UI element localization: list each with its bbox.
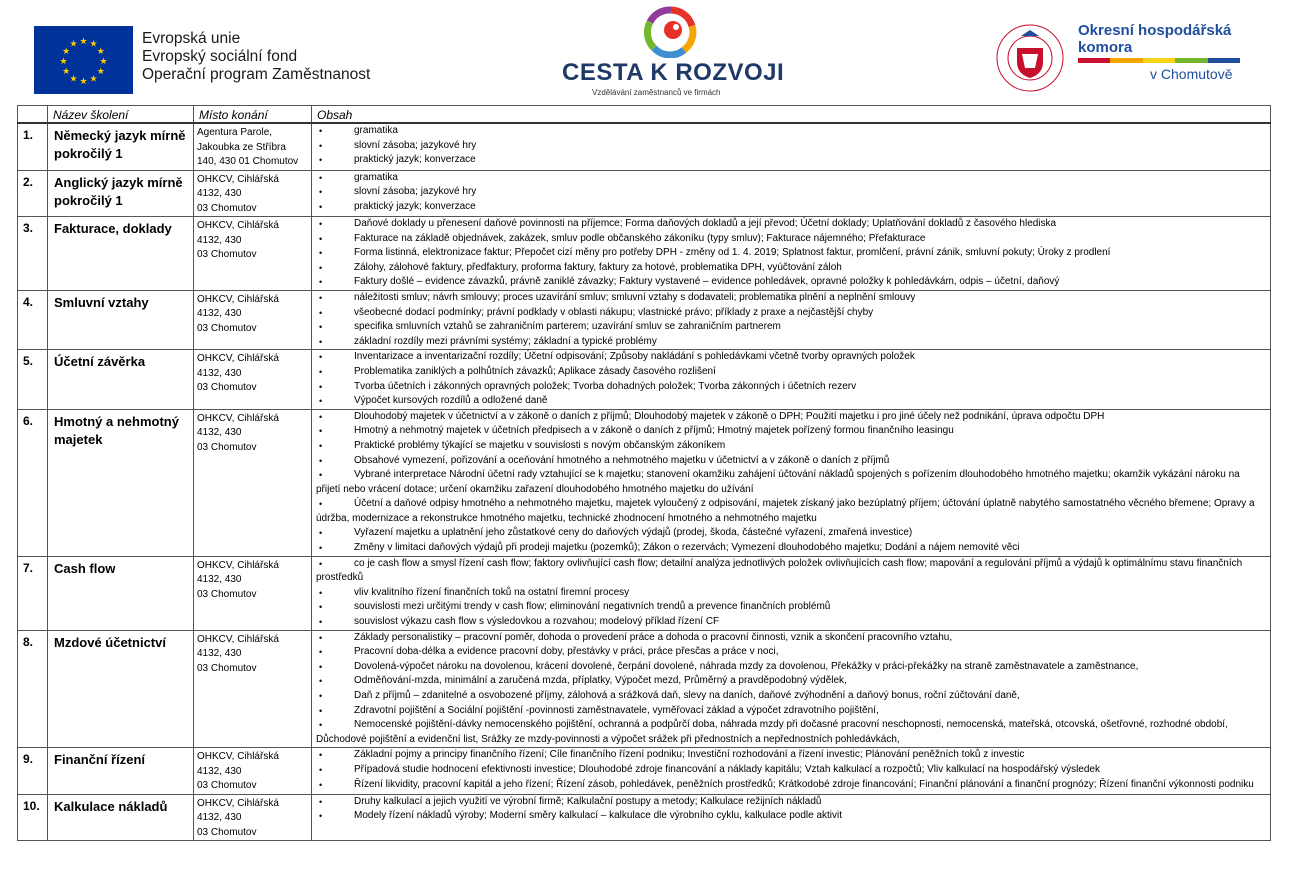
place-line: 03 Chomutov — [197, 202, 257, 214]
training-content — [312, 630, 1271, 748]
list-item — [316, 557, 1266, 586]
table-row — [18, 350, 1271, 409]
list-item — [316, 600, 1266, 615]
ohk-color-bar — [1078, 58, 1240, 63]
place-line: OHKCV, Cihlářská — [197, 751, 279, 763]
list-item — [316, 246, 1266, 261]
training-name: Účetní závěrka — [48, 350, 194, 409]
list-item-text: praktický jazyk; konverzace — [354, 200, 476, 212]
cesta-subtitle: Vzdělávání zaměstnanců ve firmách — [592, 88, 721, 97]
list-item-text: Hmotný a nehmotný majetek v účetních předpisech a v zákoně o daních z příjmů; Hmotný majetek pořízený formou finančního leasingu — [354, 425, 954, 437]
svg-text:★: ★ — [62, 47, 71, 57]
bullet-icon: • — [319, 647, 323, 658]
list-item — [316, 124, 1266, 139]
list-item — [316, 394, 1266, 409]
svg-text:★: ★ — [69, 74, 78, 85]
training-place — [194, 217, 312, 291]
content-list — [316, 631, 1266, 748]
svg-text:★: ★ — [96, 67, 105, 77]
place-line: 4132, 430 — [197, 765, 242, 777]
training-name: Smluvní vztahy — [48, 290, 194, 349]
svg-text:★: ★ — [89, 74, 98, 85]
table-row — [18, 556, 1271, 630]
bullet-icon: • — [319, 632, 323, 643]
bullet-icon: • — [319, 499, 323, 510]
list-item-text: Druhy kalkulací a jejich využití ve výrobní firmě; Kalkulační postupy a metody; Kalkulace režijních nákladů — [354, 795, 822, 807]
list-item-text: souvislosti mezi určitými trendy v cash flow; eliminování negativních trendů a prevence finančních problémů — [354, 601, 831, 613]
list-item — [316, 306, 1266, 321]
place-line: OHKCV, Cihlářská — [197, 220, 279, 231]
list-item-text: Forma listinná, elektronizace faktur; Přepočet cizí měny pro potřeby DPH - změny od 1. 4. 2019; Splatnost faktur, promlčení, právní zánik, smluvní pokuty; Úroky z prodlení — [354, 247, 1111, 259]
training-place — [194, 630, 312, 748]
list-item-text: Problematika zaniklých a polhůtních závazků; Aplikace zásady časového rozlišení — [354, 365, 716, 377]
list-item — [316, 497, 1266, 526]
place-line: 03 Chomutov — [197, 249, 257, 260]
list-item-text: gramatika — [354, 171, 398, 183]
list-item — [316, 809, 1266, 824]
list-item — [316, 291, 1266, 306]
bullet-icon: • — [319, 352, 323, 363]
eu-flag-logo — [34, 26, 133, 94]
eu-program-text — [142, 30, 370, 84]
bullet-icon: • — [319, 155, 323, 166]
bullet-icon: • — [319, 411, 323, 422]
list-item — [316, 185, 1266, 200]
svg-text:★: ★ — [89, 39, 98, 50]
list-item-text: Daň z příjmů – zdanitelné a osvobozené příjmy, zálohová a srážková daň, slevy na daních, daňové zvýhodnění a daňový bonus, roční zúčtování daně, — [354, 690, 1020, 701]
content-list — [316, 350, 1266, 408]
list-item — [316, 410, 1266, 425]
bullet-icon: • — [319, 587, 323, 598]
list-item — [316, 365, 1266, 380]
training-place — [194, 350, 312, 409]
place-line: 03 Chomutov — [197, 441, 257, 453]
bullet-icon: • — [319, 796, 323, 807]
content-list — [316, 124, 1266, 168]
place-line: OHKCV, Cihlářská — [197, 559, 279, 571]
list-item — [316, 275, 1266, 290]
list-item-text: Dovolená-výpočet nároku na dovolenou, krácení dovolené, čerpání dovolené, náhrada mzdy za dovolenou, Překážky v práci-překážky na straně zaměstnavatele a zaměstnance, — [354, 660, 1139, 672]
list-item-text: Inventarizace a inventarizační rozdíly; Účetní odpisování; Způsoby nakládání s pohledávkami včetně tvorby opravných položek — [354, 351, 915, 363]
list-item — [316, 748, 1266, 763]
list-item — [316, 704, 1266, 719]
bullet-icon: • — [319, 779, 323, 790]
list-item-text: Případová studie hodnocení efektivnosti investice; Dlouhodobé zdroje financování a náklady kapitálu; Vztah kalkulací a rozpočtů; Vliv kalkulací na hospodářský výsledek — [354, 763, 1100, 775]
content-list — [316, 217, 1266, 290]
bullet-icon: • — [319, 366, 323, 377]
place-line: Jakoubka ze Stříbra — [197, 141, 286, 153]
training-place — [194, 794, 312, 841]
header-cell-content: Obsah — [312, 106, 1271, 124]
training-place — [194, 123, 312, 170]
list-item-text: Účetní a daňové odpisy hmotného a nehmotného majetku, majetek vyloučený z odpisování, majetek získaný jako bezúplatný příjem; účtování úplatně nabytého samostatného věcného břemene; Opravy a údržba, modernizace a rekonstrukce hmotného majetku, technické zhodnocení hmotného a nehmotného majetku — [316, 498, 1255, 524]
place-line: 4132, 430 — [197, 648, 242, 660]
list-item-text: Nemocenské pojištění-dávky nemocenského pojištění, ochranná a podpůrčí doba, náhrada mzdy při dočasné pracovní neschopnosti, nemocenská, mateřská, otcovská, ošetřovné, rozhodné období, Důchodové pojištění a evidenční list, Srážky ze mzdy-povinnosti a výpočet srážek při přednostních a nepřednostních pohledávkách, — [316, 719, 1228, 745]
training-content — [312, 794, 1271, 841]
list-item — [316, 645, 1266, 660]
training-name: Anglický jazyk mírně pokročilý 1 — [48, 170, 194, 217]
training-content — [312, 170, 1271, 217]
bullet-icon: • — [319, 543, 323, 554]
list-item-text: Tvorba účetních i zákonných opravných položek; Tvorba dohadných položek; Tvorba zákonných i účetních rezerv — [354, 380, 857, 392]
training-content — [312, 748, 1271, 795]
place-line: Agentura Parole, — [197, 127, 273, 138]
bullet-icon: • — [319, 676, 323, 687]
table-header-row — [18, 106, 1271, 124]
list-item-text: Dlouhodobý majetek v účetnictví a v zákoně o daních z příjmů; Dlouhodobý majetek v zákoně o DPH; Použití majetku i pro jiné účely než podnikání, úprava odpočtu DPH — [354, 410, 1105, 422]
training-table — [17, 105, 1271, 841]
bullet-icon: • — [319, 307, 323, 318]
hospodarska-komora-seal-icon — [995, 18, 1065, 96]
table-row — [18, 123, 1271, 170]
training-content — [312, 123, 1271, 170]
list-item — [316, 689, 1266, 704]
list-item-text: co je cash flow a smysl řízení cash flow; faktory ovlivňující cash flow; detailní analýza jednotlivých položek ovlivňujících cash flow; mapování a regulování příjmů a výdajů k optimálnímu stavu finančních prostředků — [316, 557, 1243, 584]
table-body — [18, 123, 1271, 841]
training-content — [312, 350, 1271, 409]
list-item — [316, 153, 1266, 168]
bullet-icon: • — [319, 691, 323, 701]
list-item — [316, 424, 1266, 439]
row-number: 2. — [18, 170, 48, 217]
list-item — [316, 468, 1266, 497]
place-line: 03 Chomutov — [197, 382, 257, 394]
table-row — [18, 794, 1271, 841]
list-item-text: Výpočet kursových rozdílů a odložené daně — [354, 395, 548, 407]
bullet-icon: • — [319, 528, 323, 539]
list-item — [316, 674, 1266, 689]
list-item-text: Zálohy, zálohové faktury, předfaktury, proforma faktury, faktury za hotové, problematika DPH, vyúčtování záloh — [354, 261, 842, 273]
bullet-icon: • — [319, 617, 323, 628]
list-item-text: Fakturace na základě objednávek, zakázek, smluv podle občanského zákoníku (typy smluv); Fakturace nájemného; Přefakturace — [354, 232, 926, 244]
bullet-icon: • — [319, 750, 323, 761]
bullet-icon: • — [319, 455, 323, 466]
svg-text:★: ★ — [59, 57, 68, 67]
list-item-text: praktický jazyk; konverzace — [354, 154, 476, 166]
list-item-text: gramatika — [354, 125, 398, 136]
training-content — [312, 217, 1271, 291]
list-item — [316, 763, 1266, 778]
list-item — [316, 660, 1266, 675]
list-item — [316, 335, 1266, 350]
row-number: 8. — [18, 630, 48, 748]
list-item-text: specifika smluvních vztahů se zahraničním parterem; uzavírání smluv se zahraničním partnerem — [354, 321, 781, 333]
training-name: Německý jazyk mírně pokročilý 1 — [48, 123, 194, 170]
place-line: OHKCV, Cihlářská — [197, 412, 279, 424]
header-cell-number — [18, 106, 48, 124]
bullet-icon: • — [319, 336, 323, 347]
bullet-icon: • — [319, 248, 323, 259]
list-item — [316, 261, 1266, 276]
list-item — [316, 778, 1266, 793]
place-line: 4132, 430 — [197, 574, 242, 586]
place-line: 4132, 430 — [197, 812, 242, 824]
row-number: 9. — [18, 748, 48, 795]
list-item — [316, 586, 1266, 601]
list-item — [316, 718, 1266, 747]
place-line: OHKCV, Cihlářská — [197, 293, 279, 305]
row-number: 7. — [18, 556, 48, 630]
svg-text:★: ★ — [69, 39, 78, 50]
row-number: 5. — [18, 350, 48, 409]
bullet-icon: • — [319, 705, 323, 716]
row-number: 6. — [18, 409, 48, 556]
training-place — [194, 290, 312, 349]
training-name: Cash flow — [48, 556, 194, 630]
training-name: Fakturace, doklady — [48, 217, 194, 291]
training-name: Hmotný a nehmotný majetek — [48, 409, 194, 556]
list-item-text: Změny v limitaci daňových výdajů při prodeji majetku (pozemků); Zákon o rezervách; Vymezení dlouhodobého majetku; Dodání a nájem nemovité věci — [354, 542, 1020, 554]
place-line: 03 Chomutov — [197, 662, 257, 674]
cesta-title: CESTA K ROZVOJI — [562, 59, 785, 86]
bullet-icon: • — [319, 262, 323, 273]
bullet-icon: • — [319, 602, 323, 613]
content-list — [316, 291, 1266, 349]
training-place — [194, 556, 312, 630]
list-item-text: Modely řízení nákladů výroby; Moderní směry kalkulací – kalkulace dle výrobního cyklu, kalkulace podle aktivit — [354, 810, 843, 822]
place-line: 4132, 430 — [197, 427, 242, 439]
list-item — [316, 795, 1266, 810]
training-content — [312, 409, 1271, 556]
table-row — [18, 170, 1271, 217]
list-item-text: Vyřazení majetku a uplatnění jeho zůstatkové ceny do daňových výdajů (prodej, škoda, částečné vyřazení, zmařená investice) — [354, 527, 913, 539]
table-row — [18, 748, 1271, 795]
ohk-name-line: komora — [1078, 39, 1133, 56]
list-item-text: Daňové doklady u přenesení daňové povinnosti na příjemce; Forma daňových dokladů a její převod; Účetní doklady; Uplatňování dokladů z časového hlediska — [354, 218, 1057, 229]
bullet-icon: • — [319, 322, 323, 333]
bullet-icon: • — [319, 811, 323, 822]
svg-text:★: ★ — [79, 37, 88, 47]
svg-text:★: ★ — [96, 47, 105, 57]
table-row — [18, 409, 1271, 556]
list-item-text: Základy personalistiky – pracovní poměr, dohoda o provedení práce a dohoda o pracovní činnosti, vznik a skončení pracovního vztahu, — [354, 631, 953, 643]
list-item — [316, 526, 1266, 541]
list-item — [316, 615, 1266, 630]
training-place — [194, 409, 312, 556]
bullet-icon: • — [319, 201, 323, 212]
place-line: OHKCV, Cihlářská — [197, 633, 279, 645]
bullet-icon: • — [319, 187, 323, 198]
bullet-icon: • — [319, 764, 323, 775]
list-item-text: slovní zásoba; jazykové hry — [354, 139, 477, 151]
list-item-text: Zdravotní pojištění a Sociální pojištění -povinnosti zaměstnavatele, vyměřovací základ a výpočet zdravotního pojištění, — [354, 704, 879, 716]
list-item — [316, 380, 1266, 395]
place-line: 4132, 430 — [197, 234, 242, 246]
bullet-icon: • — [319, 426, 323, 437]
table-row — [18, 217, 1271, 291]
list-item — [316, 139, 1266, 154]
content-list — [316, 171, 1266, 215]
cesta-k-rozvoji-logo-icon — [640, 6, 702, 58]
list-item — [316, 631, 1266, 646]
list-item-text: slovní zásoba; jazykové hry — [354, 186, 477, 198]
bullet-icon: • — [319, 172, 323, 183]
content-list — [316, 748, 1266, 792]
place-line: 03 Chomutov — [197, 780, 257, 792]
bullet-icon: • — [319, 396, 323, 407]
bullet-icon: • — [319, 126, 323, 136]
list-item — [316, 217, 1266, 232]
list-item-text: všeobecné dodací podmínky; právní podklady v oblasti nákupu; vlastnické právo; příklady z praxe a nejčastější chyby — [354, 306, 874, 318]
list-item — [316, 320, 1266, 335]
page-header — [0, 0, 1292, 104]
list-item — [316, 454, 1266, 469]
ohk-name — [1078, 22, 1231, 56]
list-item-text: základní rozdíly mezi právními systémy; základní a typické problémy — [354, 335, 657, 347]
place-line: 03 Chomutov — [197, 826, 257, 838]
training-place — [194, 170, 312, 217]
table-row — [18, 290, 1271, 349]
bullet-icon: • — [319, 661, 323, 672]
table-row — [18, 630, 1271, 748]
header-cell-place: Místo konání — [194, 106, 312, 124]
bullet-icon: • — [319, 140, 323, 151]
training-place — [194, 748, 312, 795]
svg-text:★: ★ — [79, 77, 88, 87]
list-item-text: Faktury došlé – evidence závazků, právně zaniklé závazky; Faktury vystavené – evidence pohledávek, opravné položky k pohledávkám, odpis – účetní, daňový — [354, 276, 1060, 288]
list-item-text: souvislost výkazu cash flow s výsledovkou a rozvahou; modelový příklad řízení CF — [354, 616, 720, 628]
list-item-text: Praktické problémy týkající se majetku v souvislosti s novým občanským zákoníkem — [354, 439, 726, 451]
place-line: 4132, 430 — [197, 367, 242, 379]
row-number: 3. — [18, 217, 48, 291]
bullet-icon: • — [319, 381, 323, 392]
bullet-icon: • — [319, 277, 323, 288]
content-list — [316, 410, 1266, 556]
list-item — [316, 439, 1266, 454]
training-name: Finanční řízení — [48, 748, 194, 795]
list-item-text: Vybrané interpretace Národní účetní rady vztahující se k majetku; stanovení okamžiku zahájení účtování nákladů spojených s pořízením dlouhodobého hmotného majetku; okamžik vykázání nároku na přijetí nebo vrácení dotace; určení okamžiku zařazení dlouhodobého hmotného majetku do užívání — [316, 469, 1240, 495]
eu-text-line: Evropská unie — [142, 30, 241, 47]
list-item-text: Odměňování-mzda, minimální a zaručená mzda, příplatky, Výpočet mezd, Průměrný a pravděpodobný výdělek, — [354, 675, 847, 687]
place-line: OHKCV, Cihlářská — [197, 797, 279, 809]
list-item-text: Základní pojmy a principy finančního řízení; Cíle finančního řízení podniku; Investiční rozhodování a řízení investic; Plánování peněžních toků z investic — [354, 749, 1025, 761]
place-line: 140, 430 01 Chomutov — [197, 156, 299, 167]
training-content — [312, 290, 1271, 349]
row-number: 10. — [18, 794, 48, 841]
bullet-icon: • — [319, 558, 323, 569]
list-item-text: náležitosti smluv; návrh smlouvy; proces uzavírání smluv; smluvní vztahy s dodavateli; problematika plnění a neplnění smlouvy — [354, 291, 916, 303]
ohk-name-line: Okresní hospodářská — [1078, 22, 1232, 39]
content-list — [316, 557, 1266, 630]
list-item — [316, 171, 1266, 186]
bullet-icon: • — [319, 233, 323, 244]
eu-text-line: Evropský sociální fond — [142, 48, 298, 65]
bullet-icon: • — [319, 440, 323, 451]
bullet-icon: • — [319, 720, 323, 731]
svg-text:★: ★ — [99, 57, 108, 67]
row-number: 4. — [18, 290, 48, 349]
bullet-icon: • — [319, 470, 323, 481]
list-item — [316, 232, 1266, 247]
bullet-icon: • — [319, 292, 323, 303]
training-content — [312, 556, 1271, 630]
content-list — [316, 795, 1266, 824]
list-item — [316, 541, 1266, 556]
training-name: Mzdové účetnictví — [48, 630, 194, 748]
place-line: 4132, 430 — [197, 308, 242, 320]
bullet-icon: • — [319, 219, 323, 229]
row-number: 1. — [18, 123, 48, 170]
place-line: 4132, 430 — [197, 188, 242, 199]
list-item — [316, 350, 1266, 365]
ohk-city: v Chomutově — [1150, 66, 1233, 82]
place-line: OHKCV, Cihlářská — [197, 353, 279, 365]
svg-text:★: ★ — [62, 67, 71, 77]
list-item-text: Pracovní doba-délka a evidence pracovní doby, přestávky v práci, práce přesčas a práce v noci, — [354, 646, 779, 658]
list-item-text: Obsahové vymezení, pořizování a oceňování hmotného a nehmotného majetku v účetnictví a v zákoně o daních z příjmů — [354, 454, 890, 466]
place-line: 03 Chomutov — [197, 588, 257, 600]
place-line: OHKCV, Cihlářská — [197, 173, 279, 185]
header-cell-name: Název školení — [48, 106, 194, 124]
list-item-text: Řízení likvidity, pracovní kapitál a jeho řízení; Řízení zásob, pohledávek, peněžních prostředků; Krátkodobé zdroje financování; Finanční plánování a finanční prognózy; Řízení finanční výkonnosti podniku — [354, 778, 1254, 790]
eu-stars-icon — [34, 26, 133, 94]
list-item — [316, 200, 1266, 215]
training-name: Kalkulace nákladů — [48, 794, 194, 841]
place-line: 03 Chomutov — [197, 322, 257, 334]
list-item-text: vliv kvalitního řízení finančních toků na ostatní firemní procesy — [354, 586, 630, 598]
eu-text-line: Operační program Zaměstnanost — [142, 66, 371, 83]
